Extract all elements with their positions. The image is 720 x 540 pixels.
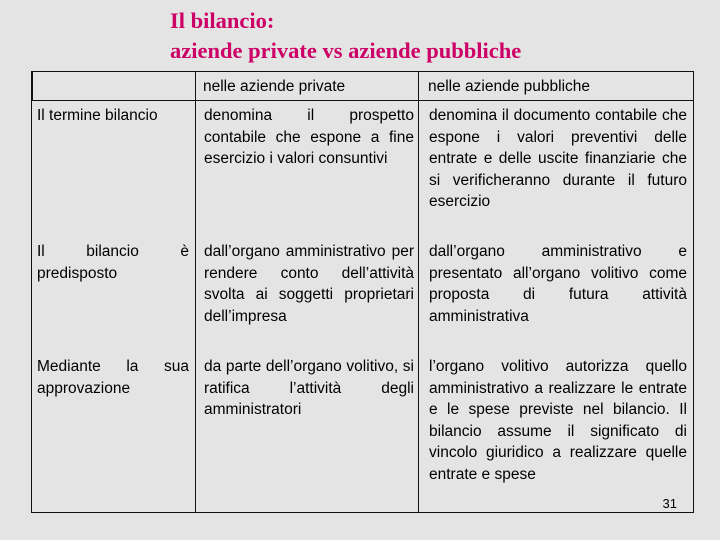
row-public-cell: denomina il documento contabile che espone i valori preventivi delle entrate e delle uscite finanziarie che si verificheranno durante il futuro esercizio bbox=[429, 107, 687, 210]
table-column-divider-1 bbox=[195, 72, 196, 512]
row-public-cell: l’organo volitivo autorizza quello amministrativo a realizzare le entrate e le spese previste nel bilancio. Il bilancio assume il significato di vincolo giuridico a realizzare quelle entrate e spese bbox=[429, 358, 687, 483]
header-public: nelle aziende pubbliche bbox=[428, 78, 591, 95]
row-private-cell: dall’organo amministrativo per rendere conto dell’attività svolta ai soggetti proprietari dell’impresa bbox=[204, 243, 414, 325]
title-line-2: aziende private vs aziende pubbliche bbox=[170, 38, 522, 63]
row-public-cell: dall’organo amministrativo e presentato all’organo volitivo come proposta di futura attività amministrativa bbox=[429, 243, 687, 325]
row-label: Mediante la sua approvazione bbox=[37, 358, 189, 397]
table-header-divider bbox=[32, 100, 693, 101]
row-private-cell: denomina il prospetto contabile che espone a fine esercizio i valori consuntivi bbox=[204, 107, 414, 167]
page-number: 31 bbox=[662, 496, 677, 511]
table-column-divider-2 bbox=[418, 72, 419, 512]
comparison-table bbox=[31, 71, 694, 513]
table-border-left-header bbox=[32, 72, 33, 101]
header-private: nelle aziende private bbox=[203, 78, 346, 95]
row-private-cell: da parte dell’organo volitivo, si ratifica l’attività degli amministratori bbox=[204, 358, 414, 418]
slide-title bbox=[170, 6, 710, 66]
row-label: Il bilancio è predisposto bbox=[37, 243, 189, 282]
row-label: Il termine bilancio bbox=[37, 107, 158, 124]
title-line-1: Il bilancio: bbox=[170, 8, 275, 33]
